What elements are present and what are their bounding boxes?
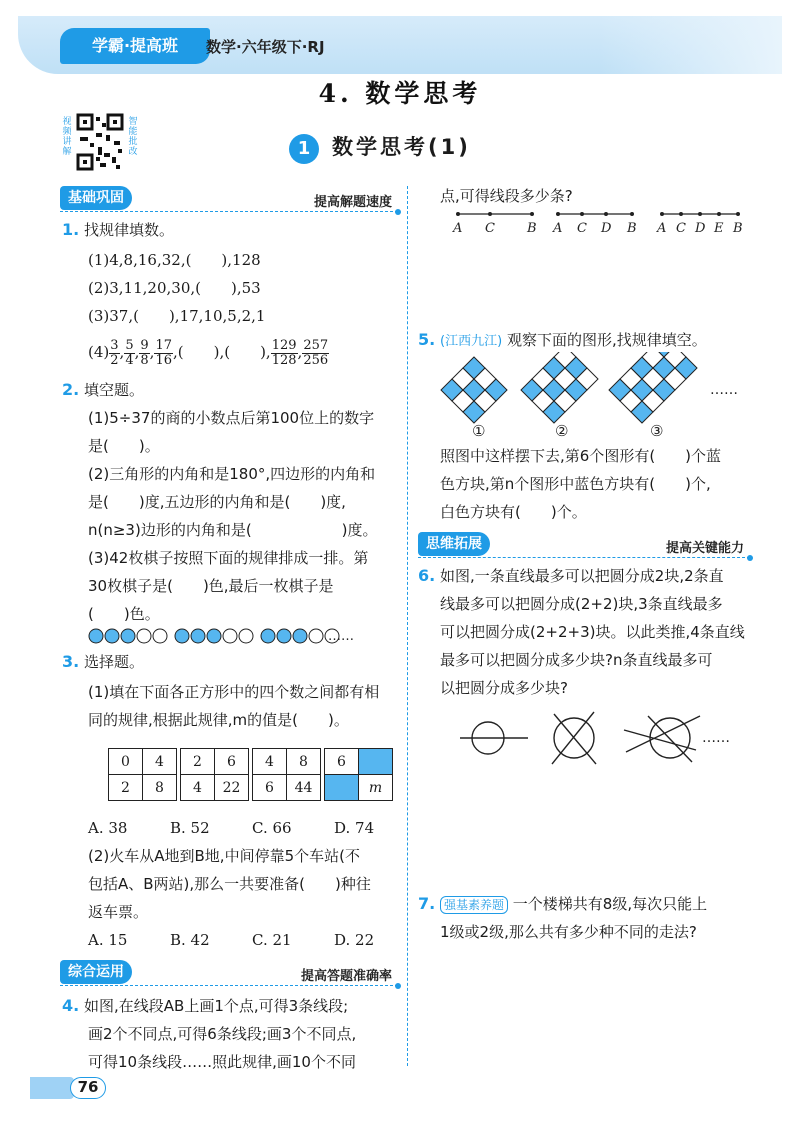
page-tab [30,1077,74,1099]
number-grid-4: 6 m [324,748,393,801]
q3-options1 [88,818,398,838]
bar-comprehensive-right: 提高答题准确率 [300,969,392,984]
bar-thinking-right: 提高关键能力 [665,541,744,556]
q6-line1-row [418,566,724,586]
section-number: 1 [289,134,319,164]
q1-part1: (1)4,8,16,32,( ),128 [88,251,261,269]
q5-number: 5. [418,330,436,349]
q6-line5: 以把圆分成多少块? [440,679,568,697]
fraction: $\frac{17}{16}$ [155,337,172,368]
q3-line2: 同的规律,根据此规律,m的值是( )。 [88,711,349,729]
q2-line5: n(n≥3)边形的内角和是( )度。 [88,521,378,539]
q1-header [62,220,174,240]
q5-line3: 白色方块有( )个。 [440,503,587,521]
white-chess-piece [309,629,323,643]
option-d[interactable]: D. 74 [334,819,375,837]
q7-line1-row [418,894,707,914]
q6-line2: 线最多可以把圆分成(2+2)块,3条直线最多 [440,595,723,613]
chapter-title: 4. 数学思考 [318,79,482,108]
svg-text:A: A [453,221,463,236]
figure-label-1: ① [472,422,486,440]
segment-figures [448,206,748,238]
q3-line1: (1)填在下面各正方形中的四个数之间都有相 [88,683,380,701]
q3-number: 3. [62,652,80,671]
q4-line2: 画2个不同点,可得6条线段;画3个不同点, [88,1025,357,1043]
q3-title: 选择题。 [84,653,145,671]
qr-left-text: 视频讲解 [62,117,72,157]
brand-badge: 学霸·提高班 [60,28,210,64]
q3-line3: (2)火车从A地到B地,中间停靠5个车站(不 [88,847,360,865]
q7-line1: 一个楼梯共有8级,每次只能上 [512,895,708,913]
q3-line4: 包括A、B两站),那么一共要准备( )种往 [88,875,371,893]
qr-block[interactable] [62,113,140,171]
white-chess-piece [137,629,151,643]
q4-line1: 如图,在线段AB上画1个点,可得3条线段; [84,997,349,1015]
q1-part4-label: (4) [88,343,110,361]
bar-thinking [418,532,750,558]
q5-header [418,330,707,352]
svg-text:D: D [601,221,612,236]
q1-part2: (2)3,11,20,30,( ),53 [88,279,261,297]
svg-text:C: C [676,221,686,236]
subject-label: 数学·六年级下·RJ [206,38,325,56]
white-chess-piece [153,629,167,643]
q1-blanks: ,( ),( ), [172,343,271,361]
q2-line3: (2)三角形的内角和是180°,四边形的内角和 [88,465,376,483]
q2-line8: ( )色。 [88,605,160,623]
column-divider [407,186,408,1066]
blue-chess-piece [207,629,221,643]
q6-line4: 最多可以把圆分成多少块?n条直线最多可 [440,651,713,669]
fraction: $\frac{257}{256}$ [303,337,329,368]
diamond-pattern-figures [440,352,750,442]
number-grid-3: 4 8 6 44 [252,748,321,801]
blue-chess-piece [121,629,135,643]
q1-part3: (3)37,( ),17,10,5,2,1 [88,307,266,325]
q3-line5: 返车票。 [88,903,149,921]
option-c[interactable]: C. 21 [252,931,292,949]
q7-line2: 1级或2级,那么共有多少种不同的走法? [440,923,697,941]
q6-line1: 如图,一条直线最多可以把圆分成2块,2条直 [440,567,724,585]
circle-cut-figures [456,710,746,770]
white-chess-piece [239,629,253,643]
q1-title: 找规律填数。 [84,221,175,239]
q4-number: 4. [62,996,80,1015]
q6-ellipsis: …… [702,730,730,746]
q2-header [62,380,144,400]
section-title: 数学思考(1) [332,135,471,159]
blue-chess-piece [277,629,291,643]
page-number: 76 [70,1077,106,1099]
q7-number: 7. [418,894,436,913]
q6-line3: 可以把圆分成(2+2+3)块。以此类推,4条直线 [440,623,745,641]
white-chess-piece [223,629,237,643]
svg-text:A: A [657,221,667,236]
q5-line2: 色方块,第n个图形中蓝色方块有( )个, [440,475,711,493]
option-b[interactable]: B. 52 [170,819,210,837]
qr-code-icon[interactable] [76,113,124,171]
option-b[interactable]: B. 42 [170,931,210,949]
option-a[interactable]: A. 15 [88,931,128,949]
qr-right-text: 智能批改 [128,117,138,157]
chess-ellipsis: …… [328,629,354,644]
bar-basic-tag: 基础巩固 [60,186,132,210]
number-grid-1: 0 4 2 8 [108,748,177,801]
q1-number: 1. [62,220,80,239]
blue-chess-piece [293,629,307,643]
q2-line1: (1)5÷37的商的小数点后第100位上的数字 [88,409,375,427]
blue-chess-piece [89,629,103,643]
svg-text:B: B [733,221,743,236]
q5-line1: 照图中这样摆下去,第6个图形有( )个蓝 [440,447,722,465]
blue-chess-piece [175,629,189,643]
bar-basic-right: 提高解题速度 [313,195,392,210]
q6-number: 6. [418,566,436,585]
figure-label-2: ② [555,422,569,440]
bar-thinking-tag: 思维拓展 [418,532,490,556]
svg-text:E: E [714,221,724,236]
q4-line1-row [62,996,348,1016]
q2-line4: 是( )度,五边形的内角和是( )度, [88,493,346,511]
svg-text:C: C [577,221,587,236]
blue-chess-piece [261,629,275,643]
option-c[interactable]: C. 66 [252,819,292,837]
q2-line2: 是( )。 [88,437,160,455]
option-a[interactable]: A. 38 [88,819,128,837]
q5-title: 观察下面的图形,找规律填空。 [506,331,707,349]
fraction: $\frac{129}{128}$ [271,337,297,368]
bar-comprehensive-tag: 综合运用 [60,960,132,984]
bar-comprehensive [60,960,398,986]
number-grid-2: 2 6 4 22 [180,748,249,801]
q3-header [62,652,144,672]
svg-text:B: B [627,221,637,236]
svg-text:A: A [553,221,563,236]
svg-text:B: B [527,221,537,236]
q5-source: (江西九江) [440,334,503,349]
q4-line3: 可得10条线段……照此规律,画10个不同 [88,1053,356,1071]
q2-line7: 30枚棋子是( )色,最后一枚棋子是 [88,577,334,595]
q3-options2 [88,930,398,950]
header-fade [600,16,782,74]
q2-line6: (3)42枚棋子按照下面的规律排成一排。第 [88,549,369,567]
figure-label-3: ③ [650,422,664,440]
fraction: $\frac{3}{2}$ [110,337,119,368]
chess-pieces-row [88,627,398,645]
svg-text:C: C [485,221,495,236]
fraction: $\frac{5}{4}$ [125,337,134,368]
q5-ellipsis: …… [710,382,738,398]
blue-chess-piece [191,629,205,643]
q4-line4: 点,可得线段多少条? [440,187,573,205]
bar-basic [60,186,398,212]
q1-part4: (4) $\frac{3}{2}$ , $\frac{5}{4}$ , $\frac{9}{8}$ , $\frac{17}{16}$ ,( ),( ), $\frac{129}{128}$ , $\frac{257}{256}$ [88,337,329,368]
fraction: $\frac{9}{8}$ [140,337,149,368]
option-d[interactable]: D. 22 [334,931,375,949]
q2-title: 填空题。 [84,381,145,399]
blue-chess-piece [105,629,119,643]
q2-number: 2. [62,380,80,399]
q7-tag: 强基素养题 [440,896,508,914]
svg-text:D: D [695,221,706,236]
